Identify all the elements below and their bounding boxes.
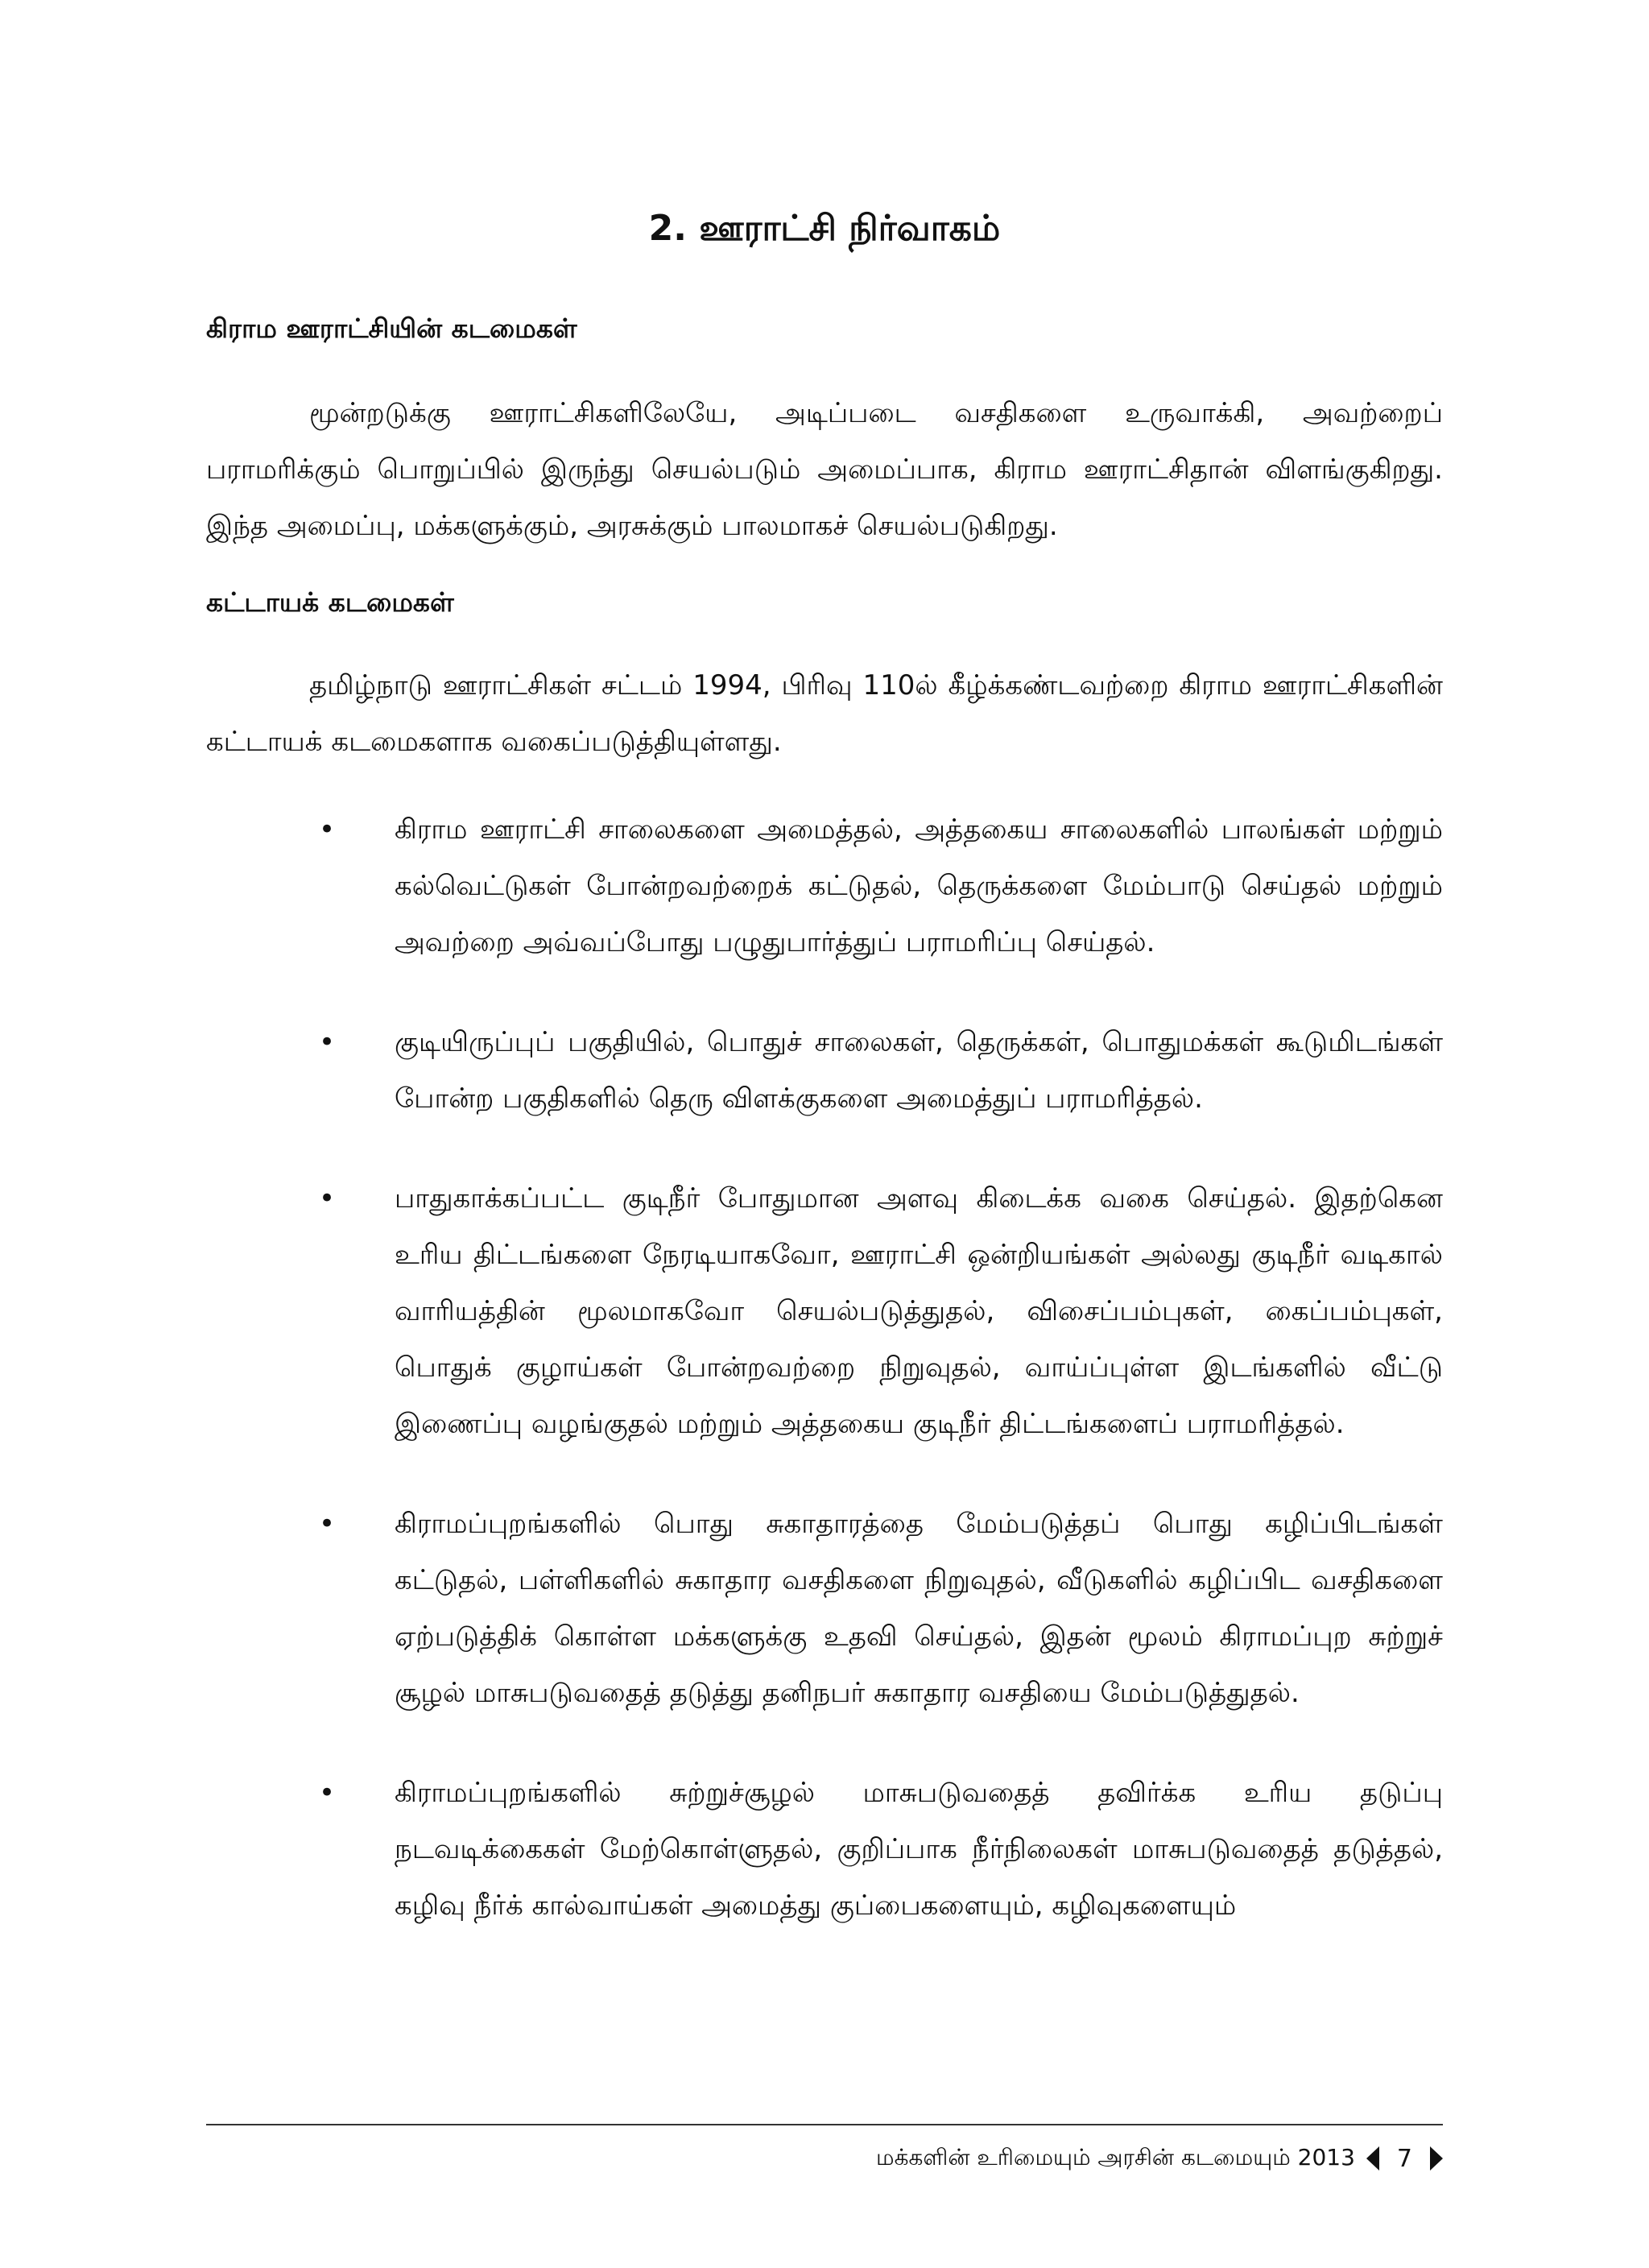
section-paragraph-mandatory-duties: தமிழ்நாடு ஊராட்சிகள் சட்டம் 1994, பிரிவு 110ல் கீழ்க்கண்டவற்றை கிராம ஊராட்சிகளின் கட்டாயக் கடமைகளாக வகைப்படுத்தியுள்ளது.	[206, 669, 1443, 758]
page-title: 2. ஊராட்சி நிர்வாகம்	[648, 208, 1001, 249]
section-paragraph-village-duties: மூன்றடுக்கு ஊராட்சிகளிலேயே, அடிப்படை வசதிகளை உருவாக்கி, அவற்றைப் பராமரிக்கும் பொறுப்பில் இருந்து செயல்படும் அமைப்பாக, கிராம ஊராட்சிதான் விளங்குகிறது. இந்த அமைப்பு, மக்களுக்கும், அரசுக்கும் பாலமாகச் செயல்படுகிறது.	[206, 397, 1443, 542]
list-item	[206, 1170, 1443, 1452]
list-item-text: குடியிருப்புப் பகுதியில், பொதுச் சாலைகள், தெருக்கள், பொதுமக்கள் கூடுமிடங்கள் போன்ற பகுதிகளில் தெரு விளக்குகளை அமைத்துப் பராமரித்தல்.	[395, 1026, 1443, 1115]
list-item	[206, 1765, 1443, 1934]
list-item-text: கிராமப்புறங்களில் பொது சுகாதாரத்தை மேம்படுத்தப் பொது கழிப்பிடங்கள் கட்டுதல், பள்ளிகளில் சுகாதார வசதிகளை நிறுவுதல், வீடுகளில் கழிப்பிட வசதிகளை ஏற்படுத்திக் கொள்ள மக்களுக்கு உதவி செய்தல், இதன் மூலம் கிராமப்புற சுற்றுச் சூழல் மாசுபடுவதைத் தடுத்து தனிநபர் சுகாதார வசதியை மேம்படுத்துதல்.	[395, 1508, 1443, 1709]
footer-divider	[206, 2124, 1443, 2125]
page-footer	[876, 2138, 1443, 2179]
bullet-icon: •	[319, 813, 336, 846]
list-item-text: கிராம ஊராட்சி சாலைகளை அமைத்தல், அத்தகைய சாலைகளில் பாலங்கள் மற்றும் கல்வெட்டுகள் போன்றவற்றைக் கட்டுதல், தெருக்களை மேம்பாடு செய்தல் மற்றும் அவற்றை அவ்வப்போது பழுதுபார்த்துப் பராமரிப்பு செய்தல்.	[395, 813, 1443, 958]
duties-bullet-list	[206, 801, 1443, 1977]
list-item-text: பாதுகாக்கப்பட்ட குடிநீர் போதுமான அளவு கிடைக்க வகை செய்தல். இதற்கென உரிய திட்டங்களை நேரடியாகவோ, ஊராட்சி ஒன்றியங்கள் அல்லது குடிநீர் வடிகால் வாரியத்தின் மூலமாகவோ செயல்படுத்துதல், விசைப்பம்புகள், கைப்பம்புகள், பொதுக் குழாய்கள் போன்றவற்றை நிறுவுதல், வாய்ப்புள்ள இடங்களில் வீட்டு இணைப்பு வழங்குதல் மற்றும் அத்தகைய குடிநீர் திட்டங்களைப் பராமரித்தல்.	[395, 1182, 1444, 1440]
bullet-icon: •	[319, 1182, 336, 1215]
section-heading-village-duties: கிராம ஊராட்சியின் கடமைகள்	[206, 312, 577, 344]
list-item-text: கிராமப்புறங்களில் சுற்றுச்சூழல் மாசுபடுவதைத் தவிர்க்க உரிய தடுப்பு நடவடிக்கைகள் மேற்கொள்ளுதல், குறிப்பாக நீர்நிலைகள் மாசுபடுவதைத் தடுத்தல், கழிவு நீர்க் கால்வாய்கள் அமைத்து குப்பைகளையும், கழிவுகளையும்	[395, 1777, 1443, 1922]
bullet-icon: •	[319, 1508, 336, 1540]
section-heading-mandatory-duties: கட்டாயக் கடமைகள்	[206, 586, 454, 618]
triangle-right-icon	[1430, 2146, 1443, 2171]
triangle-left-icon	[1366, 2146, 1379, 2171]
bullet-icon: •	[319, 1777, 336, 1809]
bullet-icon: •	[319, 1026, 336, 1058]
list-item	[206, 1496, 1443, 1721]
footer-publication-title: மக்களின் உரிமையும் அரசின் கடமையும் 2013	[876, 2143, 1355, 2171]
list-item	[206, 801, 1443, 971]
page-number: 7	[1396, 2144, 1412, 2173]
list-item	[206, 1014, 1443, 1127]
